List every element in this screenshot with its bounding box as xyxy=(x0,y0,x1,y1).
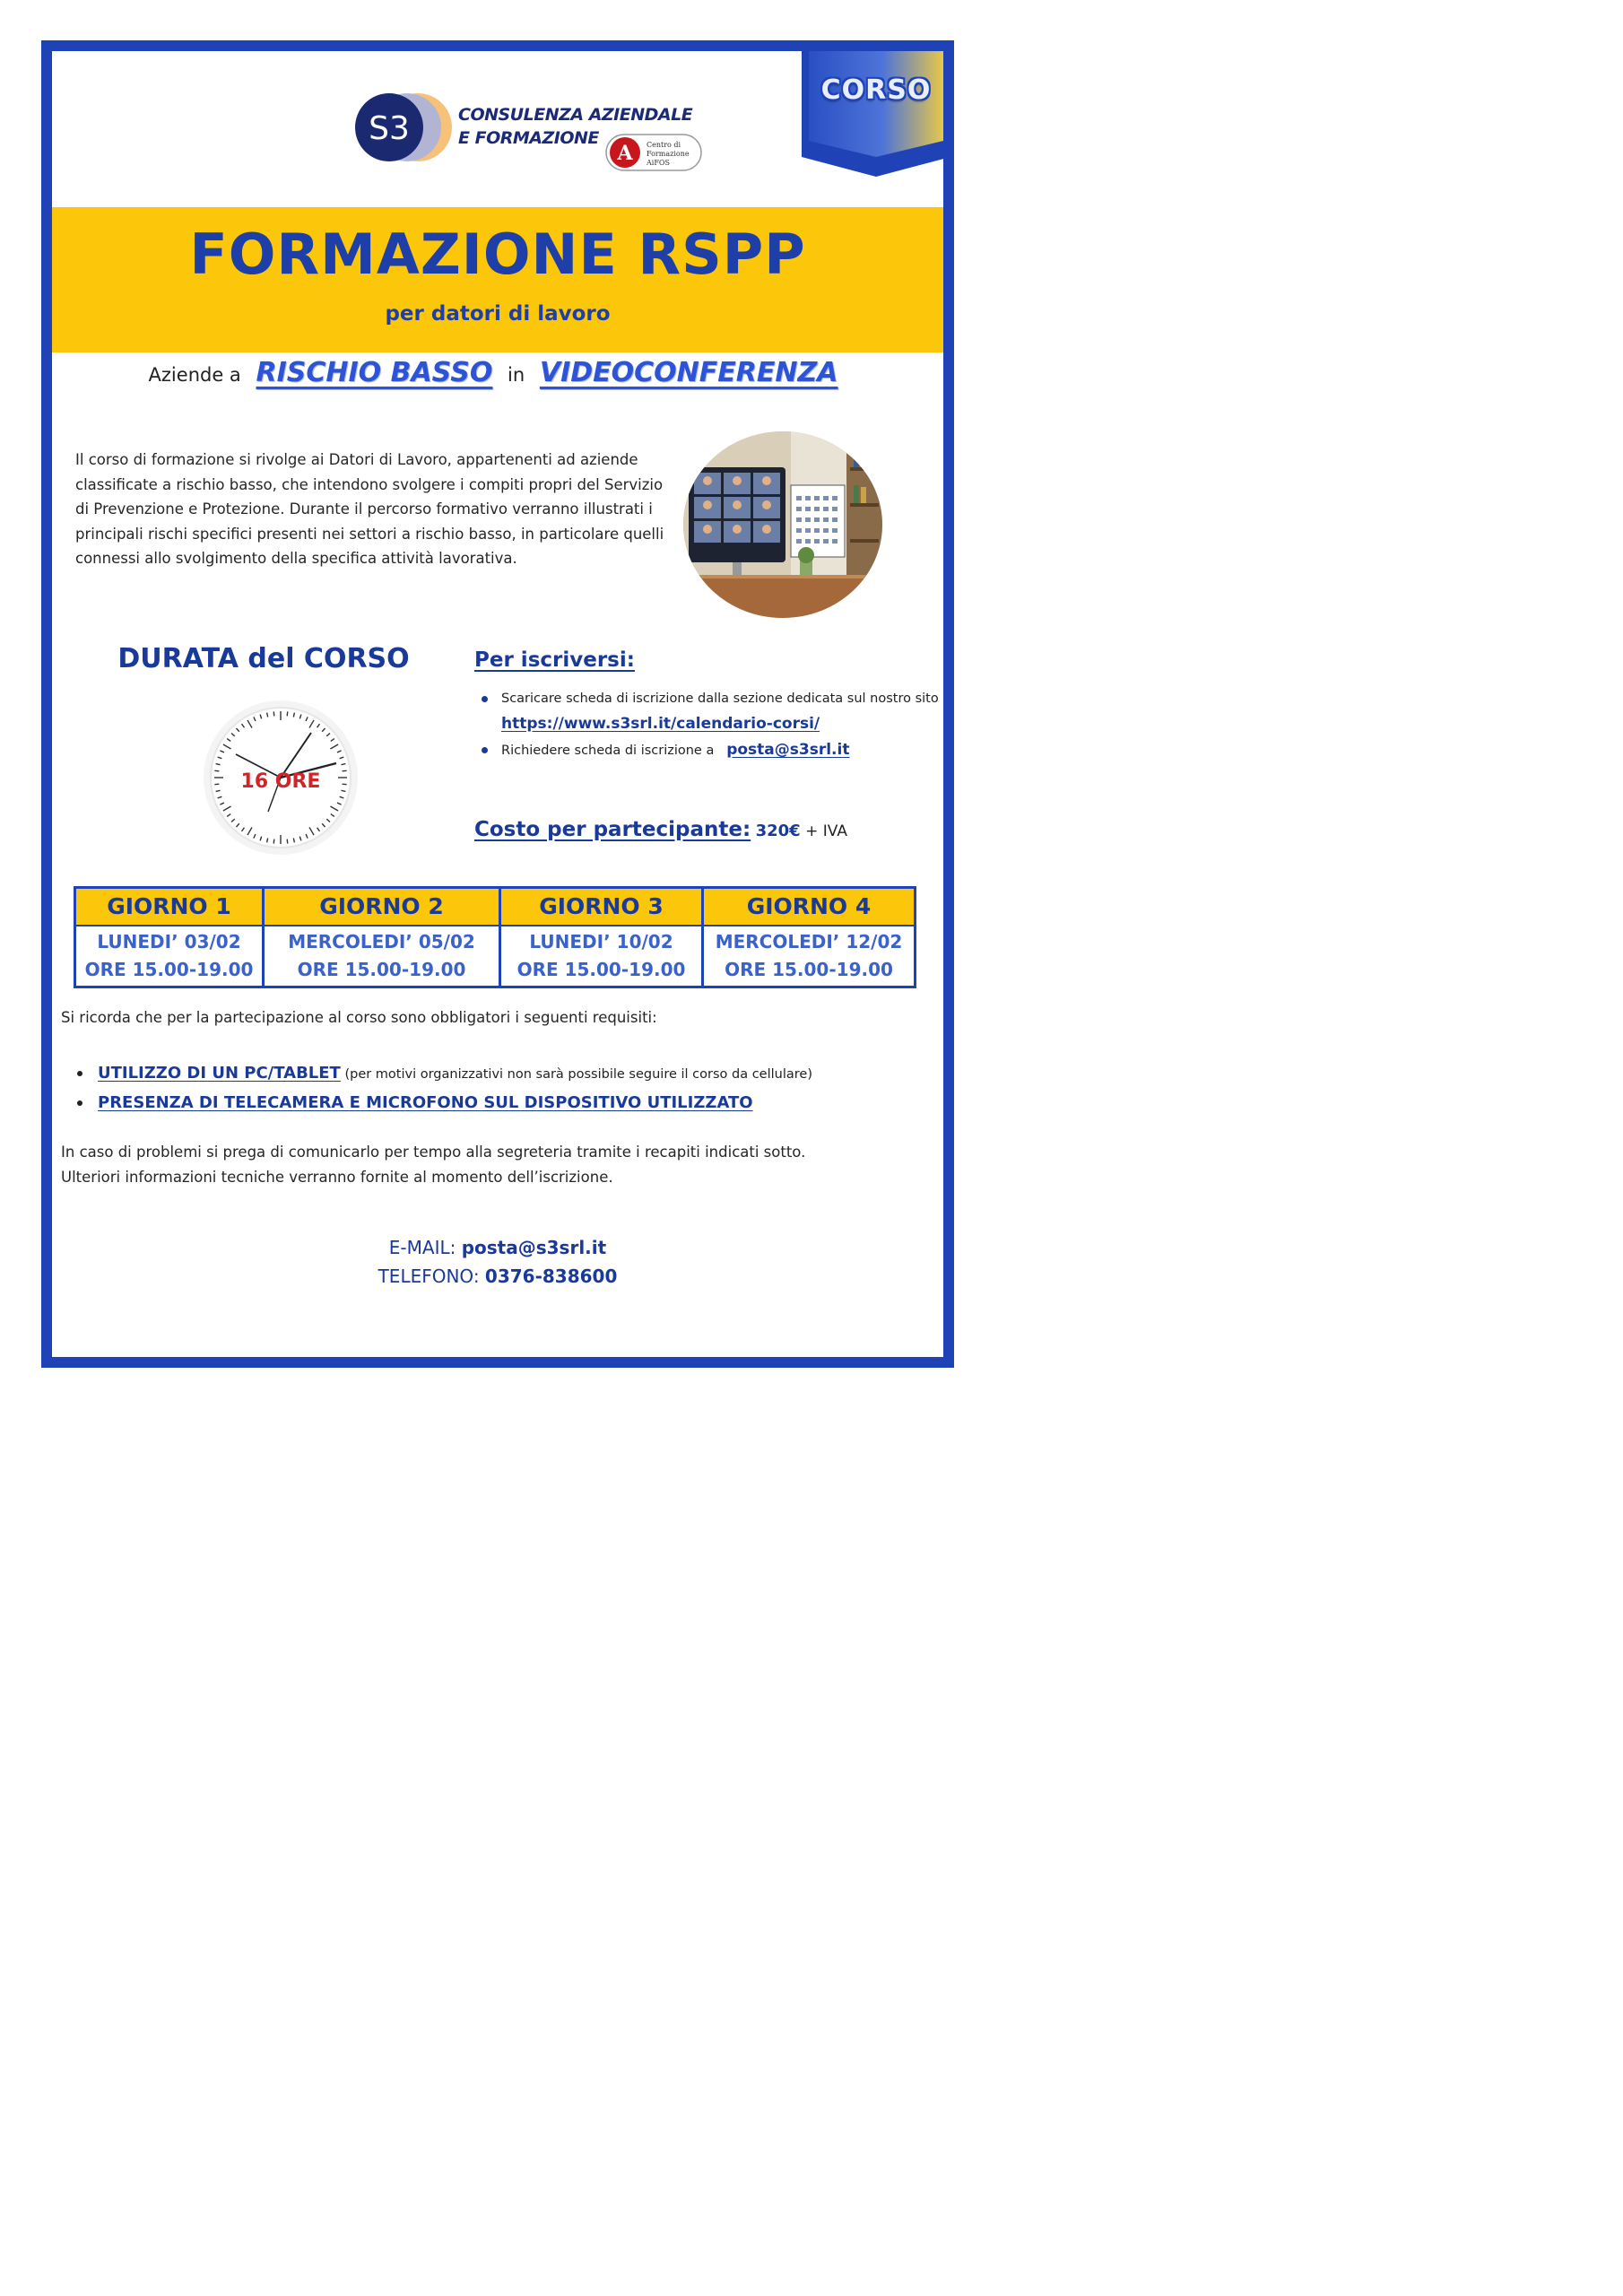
aziende-line xyxy=(52,355,943,393)
corso-badge: CORSO xyxy=(820,74,932,106)
risk-level: RISCHIO BASSO xyxy=(256,357,493,388)
email-address[interactable]: posta@s3srl.it xyxy=(461,1237,607,1258)
iscrizione-item1-text: Scaricare scheda di iscrizione dalla sezione dedicata sul nostro sito xyxy=(501,691,939,706)
day-date: MERCOLEDI’ 12/02 xyxy=(715,930,903,952)
videoconference-photo xyxy=(683,431,882,618)
costo-label: Costo per partecipante: xyxy=(474,818,751,841)
clock-hours: 16 ORE xyxy=(240,770,321,793)
requisiti-intro: Si ricorda che per la partecipazione al corso sono obbligatori i seguenti requisiti: xyxy=(61,1009,657,1026)
list-item xyxy=(61,1059,940,1089)
clock-tick xyxy=(273,839,274,844)
day-time: ORE 15.00-19.00 xyxy=(84,958,254,980)
s3-logo xyxy=(348,87,456,168)
clock-tick xyxy=(214,784,219,785)
note-line1: In caso di problemi si prega di comunicarlo per tempo alla segreteria tramite i recapiti indicati sotto. xyxy=(61,1144,806,1161)
clock-tick xyxy=(214,770,219,771)
table-header-row xyxy=(75,888,916,926)
aifos-line1: Centro di xyxy=(647,141,681,149)
day-time: ORE 15.00-19.00 xyxy=(725,958,893,980)
company-line1: CONSULENZA AZIENDALE xyxy=(458,105,693,125)
day-date: LUNEDI’ 03/02 xyxy=(97,930,241,952)
requisito-pc: UTILIZZO DI UN PC/TABLET xyxy=(98,1064,341,1083)
note-line2: Ulteriori informazioni tecniche verranno fornite al momento dell’iscrizione. xyxy=(61,1169,613,1186)
clock-tick xyxy=(273,711,274,716)
day-cell xyxy=(75,926,264,987)
table-row xyxy=(75,926,916,987)
day-time: ORE 15.00-19.00 xyxy=(516,958,686,980)
email-link-iscrizione[interactable]: posta@s3srl.it xyxy=(726,741,850,759)
day-cell xyxy=(703,926,916,987)
day-date: LUNEDI’ 10/02 xyxy=(529,930,673,952)
company-line2: E FORMAZIONE xyxy=(458,128,599,148)
aziende-mid: in xyxy=(508,364,525,386)
requisito-camera: PRESENZA DI TELECAMERA E MICROFONO SUL DISPOSITIVO UTILIZZATO xyxy=(98,1093,753,1112)
phone-number[interactable]: 0376-838600 xyxy=(484,1265,618,1287)
day-date: MERCOLEDI’ 05/02 xyxy=(288,930,475,952)
course-mode: VIDEOCONFERENZA xyxy=(539,357,838,388)
aifos-line3: AiFOS xyxy=(647,159,670,167)
email-contact xyxy=(52,1233,943,1262)
day-header: GIORNO 4 xyxy=(703,888,916,926)
aifos-logo xyxy=(605,132,704,173)
email-label: E-MAIL: xyxy=(388,1237,456,1258)
costo-suffix: + IVA xyxy=(805,822,847,840)
phone-contact xyxy=(52,1262,943,1291)
costo-line xyxy=(474,818,847,841)
durata-heading: DURATA del CORSO xyxy=(117,643,410,674)
phone-label: TELEFONO: xyxy=(378,1265,480,1287)
schedule-table xyxy=(74,886,916,988)
iscrizione-item2-text: Richiedere scheda di iscrizione a xyxy=(501,744,715,758)
page-title: FORMAZIONE RSPP xyxy=(189,222,806,287)
requisito-pc-note: (per motivi organizzativi non sarà possibile seguire il corso da cellulare) xyxy=(344,1067,812,1082)
day-header: GIORNO 1 xyxy=(75,888,264,926)
iscrizione-list xyxy=(474,686,941,763)
calendar-link[interactable]: https://www.s3srl.it/calendario-corsi/ xyxy=(501,715,820,733)
clock-tick xyxy=(287,711,288,716)
course-description: Il corso di formazione si rivolge ai Datori di Lavoro, appartenenti ad aziende classificate a rischio basso, che intendono svolgere i compiti propri del Servizio di Prevenzione e Protezione. Durante il percorso formativo verranno illustrati i principali rischi specifici presenti nei settori a rischio basso, in particolare quelli connessi allo svolgimento della specifica attività lavorativa. xyxy=(75,451,664,567)
contacts xyxy=(52,1233,943,1291)
day-cell xyxy=(500,926,703,987)
list-item xyxy=(474,737,941,763)
day-cell xyxy=(264,926,500,987)
aifos-line2: Formazione xyxy=(647,150,690,158)
costo-amount: 320€ xyxy=(755,822,801,840)
page-subtitle: per datori di lavoro xyxy=(385,302,611,326)
clock-tick xyxy=(343,784,347,785)
iscrizione-heading: Per iscriversi: xyxy=(474,648,635,672)
day-time: ORE 15.00-19.00 xyxy=(297,958,466,980)
s3-logo-mark: S3 xyxy=(369,110,410,147)
flyer-frame xyxy=(41,40,954,1368)
clock-icon xyxy=(200,697,361,858)
list-item xyxy=(61,1089,940,1118)
corso-ribbon xyxy=(802,51,950,177)
clock-tick xyxy=(287,839,288,844)
list-item xyxy=(474,686,941,737)
day-header: GIORNO 3 xyxy=(500,888,703,926)
svg-text:A: A xyxy=(617,142,633,165)
requisiti-list xyxy=(61,1059,940,1118)
note-block xyxy=(61,1140,805,1190)
aziende-prefix: Aziende a xyxy=(148,364,241,386)
day-header: GIORNO 2 xyxy=(264,888,500,926)
clock-tick xyxy=(343,770,347,771)
